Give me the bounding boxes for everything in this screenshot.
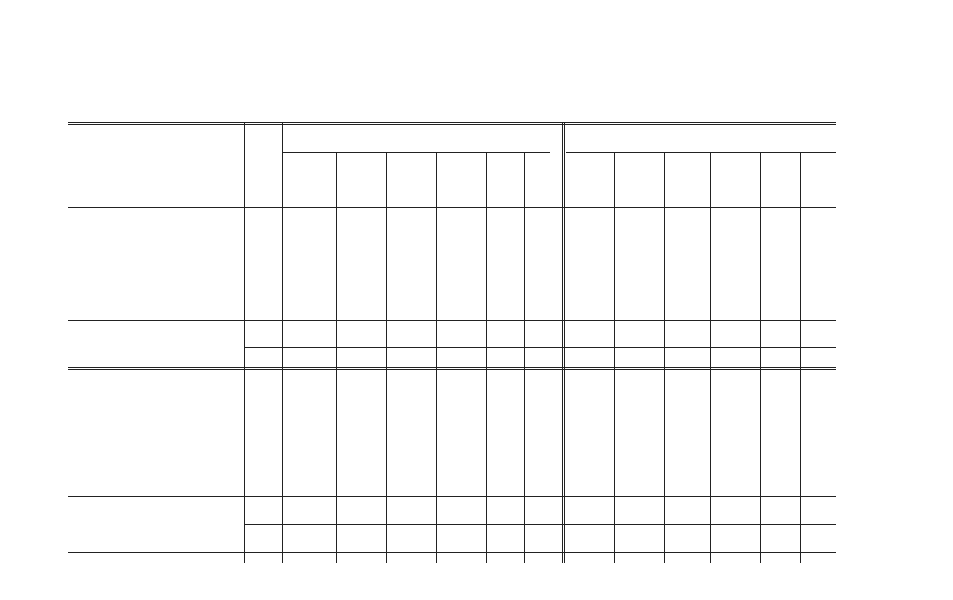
- kenosha-sub-rule: [245, 347, 836, 348]
- table-top-rule: [68, 122, 836, 125]
- header-bottom-rule: [68, 207, 836, 208]
- col-rule: [386, 153, 387, 563]
- col-rule: [524, 153, 525, 563]
- col-rule: [664, 153, 665, 563]
- kewaunee-sub-rule: [245, 524, 836, 525]
- governor-group-rule: [566, 152, 836, 153]
- col-rule: [436, 153, 437, 563]
- section-separator: [68, 367, 836, 370]
- kewaunee-totals-rule: [68, 496, 836, 497]
- col-rule: [800, 153, 801, 563]
- col-rule: [336, 153, 337, 563]
- col-rule: [282, 123, 283, 563]
- group-divider: [562, 123, 565, 563]
- col-rule: [710, 153, 711, 563]
- table-bottom-rule: [68, 552, 836, 553]
- kenosha-totals-rule: [68, 320, 836, 321]
- col-rule: [614, 153, 615, 563]
- col-rule: [760, 153, 761, 563]
- col-rule: [244, 123, 245, 563]
- col-rule: [486, 153, 487, 563]
- president-group-rule: [282, 152, 550, 153]
